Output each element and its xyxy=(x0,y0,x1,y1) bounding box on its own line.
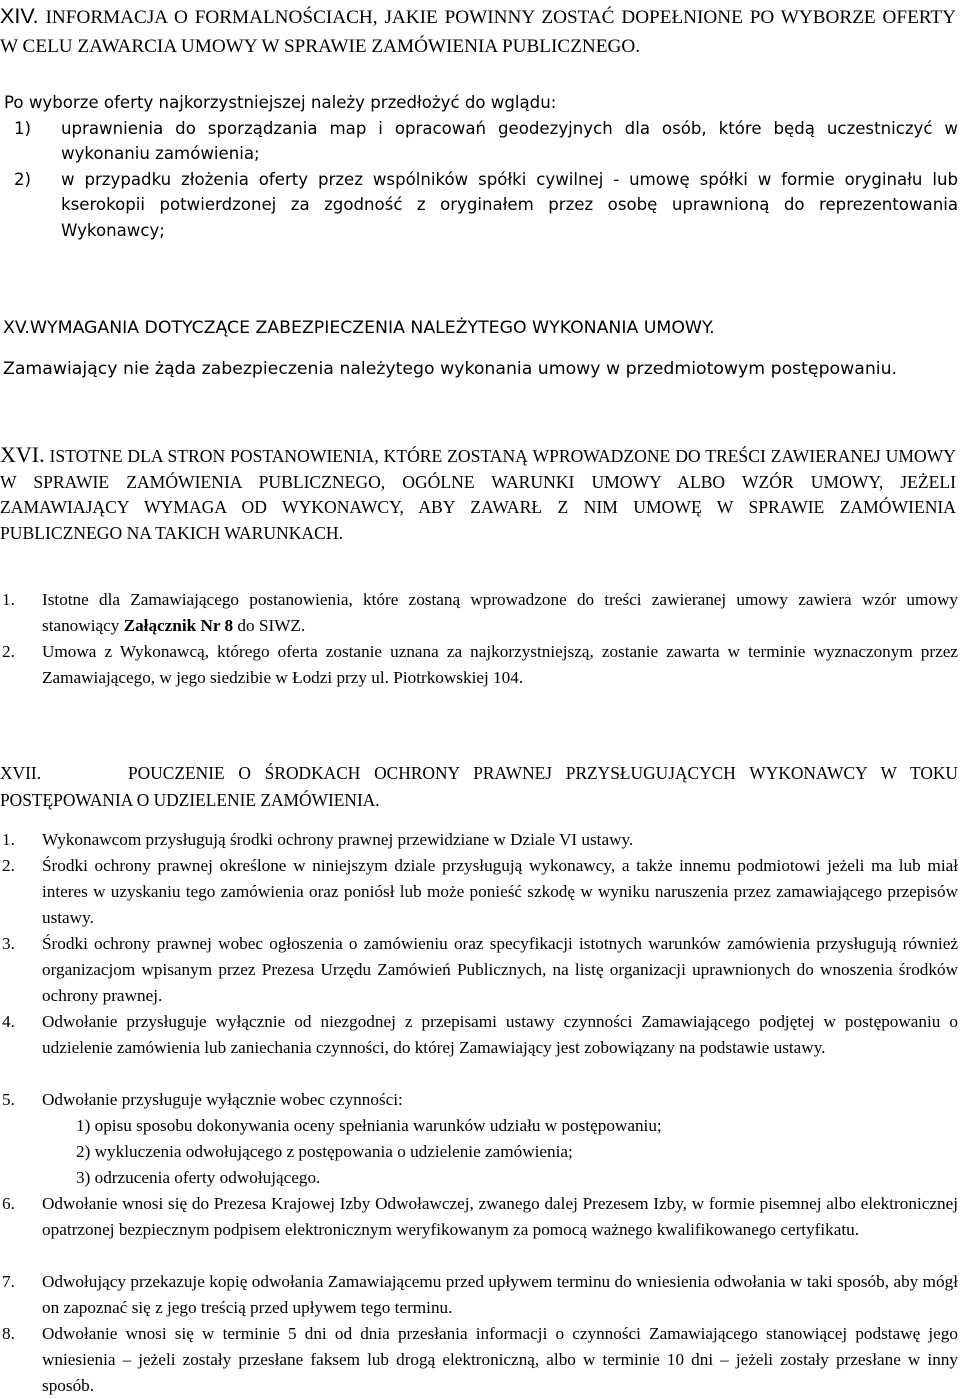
list-item-text: Wykonawcom przysługują środki ochrony prawnej przewidziane w Dziale VI ustawy. xyxy=(42,830,634,849)
list-item-number: 8. xyxy=(2,1324,15,1343)
section-xiv-heading-text: INFORMACJA O FORMALNOŚCIACH, JAKIE POWINNY ZOSTAĆ DOPEŁNIONE PO WYBORZE OFERTY W CELU ZAWARCIA UMOWY W SPRAWIE ZAMÓWIENIA PUBLICZNEGO. xyxy=(0,7,957,57)
list-item-text: Środki ochrony prawnej wobec ogłoszenia o zamówieniu oraz specyfikacji istotnych warunków zamówienia przysługują również organizacjom wpisanym przez Prezesa Urzędu Zamówień Publicznych, na listę organizacji uprawnionych do wnoszenia środków ochrony prawnej. xyxy=(42,934,958,1005)
section-xvii-heading xyxy=(0,760,958,814)
list-item-number: 2) xyxy=(14,169,32,189)
list-item-number: 2. xyxy=(2,642,15,661)
section-xiv-intro: Po wyborze oferty najkorzystniejszej należy przedłożyć do wglądu: xyxy=(4,93,557,112)
sub-list-item: 3) odrzucenia oferty odwołującego. xyxy=(76,1168,321,1187)
list-item xyxy=(0,827,958,853)
section-xiv-heading xyxy=(0,2,956,61)
section-xvii-number: XVII. xyxy=(0,763,42,783)
list-item-text: Odwołanie przysługuje wyłącznie wobec czynności: xyxy=(42,1090,403,1109)
list-item-number: 5. xyxy=(2,1090,15,1109)
list-item xyxy=(0,639,958,691)
list-item-text xyxy=(42,587,958,639)
list-item xyxy=(0,1269,958,1321)
list-item-text: Odwołujący przekazuje kopię odwołania Zamawiającemu przed upływem terminu do wniesienia odwołania w taki sposób, aby mógł on zapoznać się z jego treścią przed upływem tego terminu. xyxy=(42,1272,958,1317)
section-xiv-number: XIV. xyxy=(0,4,39,28)
list-item-number: 1. xyxy=(2,830,15,849)
section-xv-body: Zamawiający nie żąda zabezpieczenia należytego wykonania umowy w przedmiotowym postępowaniu. xyxy=(3,359,898,379)
sub-list-item: 1) opisu sposobu dokonywania oceny spełniania warunków udziału w postępowaniu; xyxy=(76,1116,662,1135)
section-xvi-number: XVI. xyxy=(0,442,45,467)
list-item-text: Odwołanie wnosi się do Prezesa Krajowej Izby Odwoławczej, zwanego dalej Prezesem Izby, w formie pisemnej albo elektronicznej opatrzonej bezpiecznym podpisem elektronicznym weryfikowanym za pomocą ważnego kwalifikowanego certyfikatu. xyxy=(42,1194,958,1239)
section-xv-heading: XV.WYMAGANIA DOTYCZĄCE ZABEZPIECZENIA NALEŻYTEGO WYKONANIA UMOWY. xyxy=(3,318,715,338)
list-item-number: 1) xyxy=(14,118,32,138)
attachment-reference: Załącznik Nr 8 xyxy=(123,615,234,635)
list-item-number: 6. xyxy=(2,1194,15,1213)
list-item-text: w przypadku złożenia oferty przez wspólników spółki cywilnej - umowę spółki w formie oryginału lub kserokopii potwierdzonej za zgodność z oryginałem przez osobę uprawnioną do reprezentowania Wykonawcy; xyxy=(61,169,958,240)
list-item xyxy=(0,587,958,639)
list-item xyxy=(0,1321,958,1399)
section-xvii-heading-text: POUCZENIE O ŚRODKACH OCHRONY PRAWNEJ PRZYSŁUGUJĄCYCH WYKONAWCY W TOKU POSTĘPOWANIA O UDZIELENIE ZAMÓWIENIA. xyxy=(0,763,958,810)
list-item-number: 3. xyxy=(2,934,15,953)
list-item-text: Odwołanie wnosi się w terminie 5 dni od dnia przesłania informacji o czynności Zamawiającego stanowiącej podstawę jego wniesienia – jeżeli zostały przesłane faksem lub drogą elektroniczną, albo w terminie 10 dni – jeżeli zostały przesłane w inny sposób. xyxy=(42,1324,958,1395)
section-xvi-heading-text: ISTOTNE DLA STRON POSTANOWIENIA, KTÓRE ZOSTANĄ WPROWADZONE DO TREŚCI ZAWIERANEJ UMOWY W SPRAWIE ZAMÓWIENIA PUBLICZNEGO, OGÓLNE WARUNKI UMOWY ALBO WZÓR UMOWY, JEŻELI ZAMAWIAJĄCY WYMAGA OD WYKONAWCY, ABY ZAWARŁ Z NIM UMOWĘ W SPRAWIE ZAMÓWIENIA PUBLICZNEGO NA TAKICH WARUNKACH. xyxy=(0,446,956,544)
list-item-number: 4. xyxy=(2,1012,15,1031)
section-xiv-body xyxy=(0,90,958,290)
list-item xyxy=(0,931,958,1009)
section-xvi-heading xyxy=(0,442,956,547)
list-item-text-part: Istotne dla Zamawiającego postanowienia, które zostaną wprowadzone do treści zawieranej umowy zawiera wzór umowy stanowiący xyxy=(42,590,958,635)
sub-list-item: 2) wykluczenia odwołującego z postępowania o udzielenie zamówienia; xyxy=(76,1142,573,1161)
list-item-text-part: do SIWZ. xyxy=(233,615,306,635)
list-item-number: 7. xyxy=(2,1272,15,1291)
list-item-number: 2. xyxy=(2,856,15,875)
list-item xyxy=(0,1087,958,1113)
list-item xyxy=(0,853,958,931)
list-item-text: Środki ochrony prawnej określone w niniejszym dziale przysługują wykonawcy, a także innemu podmiotowi jeżeli ma lub miał interes w uzyskaniu tego zamówienia oraz poniósł lub może ponieść szkodę w wyniku naruszenia przez zamawiającego przepisów ustawy. xyxy=(42,856,958,927)
list-item-text: uprawnienia do sporządzania map i opracowań geodezyjnych dla osób, które będą uczestniczyć w wykonaniu zamówienia; xyxy=(61,118,958,163)
list-item-text: Odwołanie przysługuje wyłącznie od niezgodnej z przepisami ustawy czynności Zamawiającego podjętej w postępowaniu o udzielenie zamówienia lub zaniechania czynności, do której Zamawiający jest zobowiązany na podstawie ustawy. xyxy=(42,1012,958,1057)
list-item-number: 1. xyxy=(2,590,15,609)
list-item xyxy=(0,1009,958,1061)
list-item xyxy=(0,1191,958,1243)
list-item-text: Umowa z Wykonawcą, którego oferta zostanie uznana za najkorzystniejszą, zostanie zawarta w terminie wyznaczonym przez Zamawiającego, w jego siedzibie w Łodzi przy ul. Piotrkowskiej 104. xyxy=(42,642,958,687)
